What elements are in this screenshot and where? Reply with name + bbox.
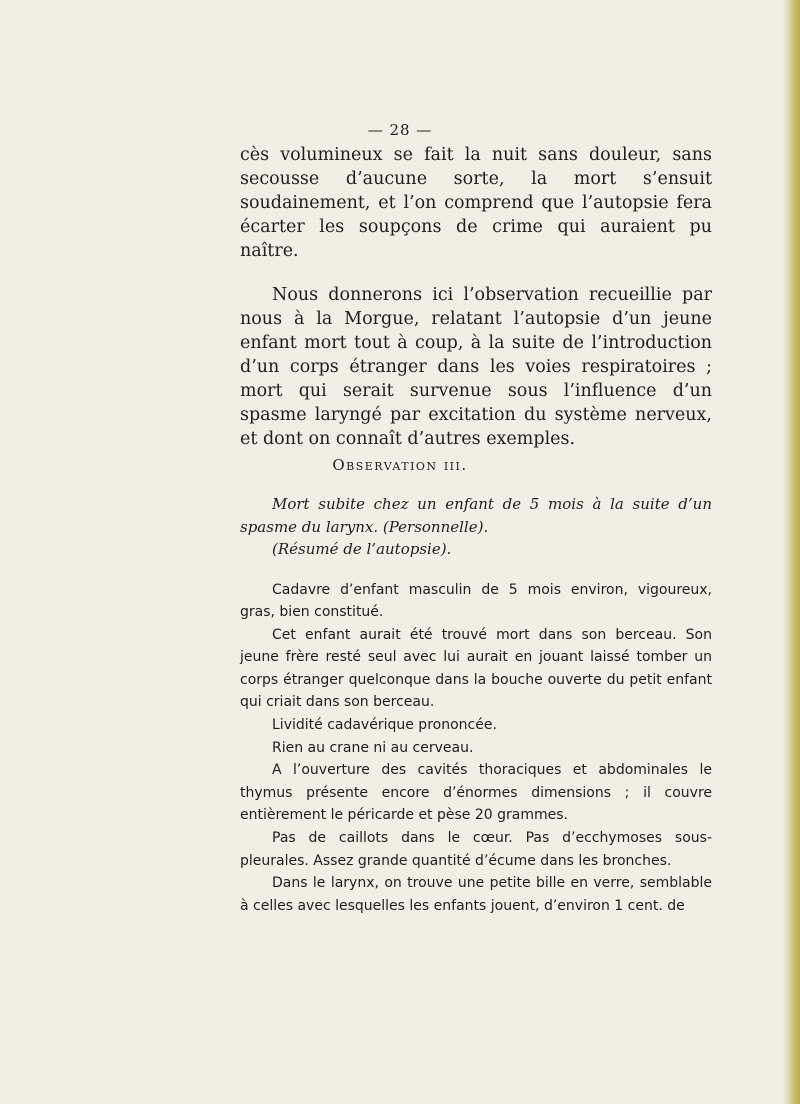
intro-text (240, 143, 712, 471)
intro-paragraph-2: Nous donnerons ici l’observation recueillie par nous à la Morgue, relatant l’autopsie d’un jeune enfant mort tout à coup, à la suite de l’introduction d’un corps étranger dans les voies respiratoires ; mort qui serait survenue sous l’influence d’un spasme laryngé par excitation du système nerveux, et dont on connaît d’autres exemples. (240, 285, 712, 449)
page-number: — 28 — (367, 121, 433, 139)
observation-paragraph: Lividité cadavérique prononcée. (272, 717, 497, 734)
observation-paragraph: Cet enfant aurait été trouvé mort dans son berceau. Son jeune frère resté seul avec lui aurait en jouant laissé tomber un corps étranger quelconque dans la bouche ouverte du petit enfant qui criait dans son berceau. (240, 626, 712, 711)
observation-body (240, 493, 712, 917)
observation-paragraph: Dans le larynx, on trouve une petite bille en verre, semblable à celles avec lesquelles les enfants jouent, d’environ 1 cent. de (240, 875, 712, 914)
observation-summary-label: (Résumé de l’autopsie). (272, 540, 452, 558)
page-edge-discoloration (782, 0, 800, 1104)
observation-paragraph: Pas de caillots dans le cœur. Pas d’ecchymoses sous-pleurales. Assez grande quantité d’écume dans les bronches. (240, 830, 712, 869)
observation-paragraph: A l’ouverture des cavités thoraciques et abdominales le thymus présente encore d’énormes dimensions ; il couvre entièrement le péricarde et pèse 20 grammes. (240, 762, 712, 824)
observation-paragraph: Cadavre d’enfant masculin de 5 mois environ, vigoureux, gras, bien constitué. (240, 581, 712, 621)
observation-title: Observation iii. (332, 456, 468, 474)
intro-paragraph-1: cès volumineux se fait la nuit sans douleur, sans secousse d’aucune sorte, la mort s’ensuit soudainement, et l’on comprend que l’autopsie fera écarter les soupçons de crime qui auraient pu naître. (240, 145, 712, 261)
observation-subtitle: Mort subite chez un enfant de 5 mois à la suite d’un spasme du larynx. (Personnelle). (240, 495, 712, 536)
observation-paragraph: Rien au crane ni au cerveau. (272, 739, 474, 756)
